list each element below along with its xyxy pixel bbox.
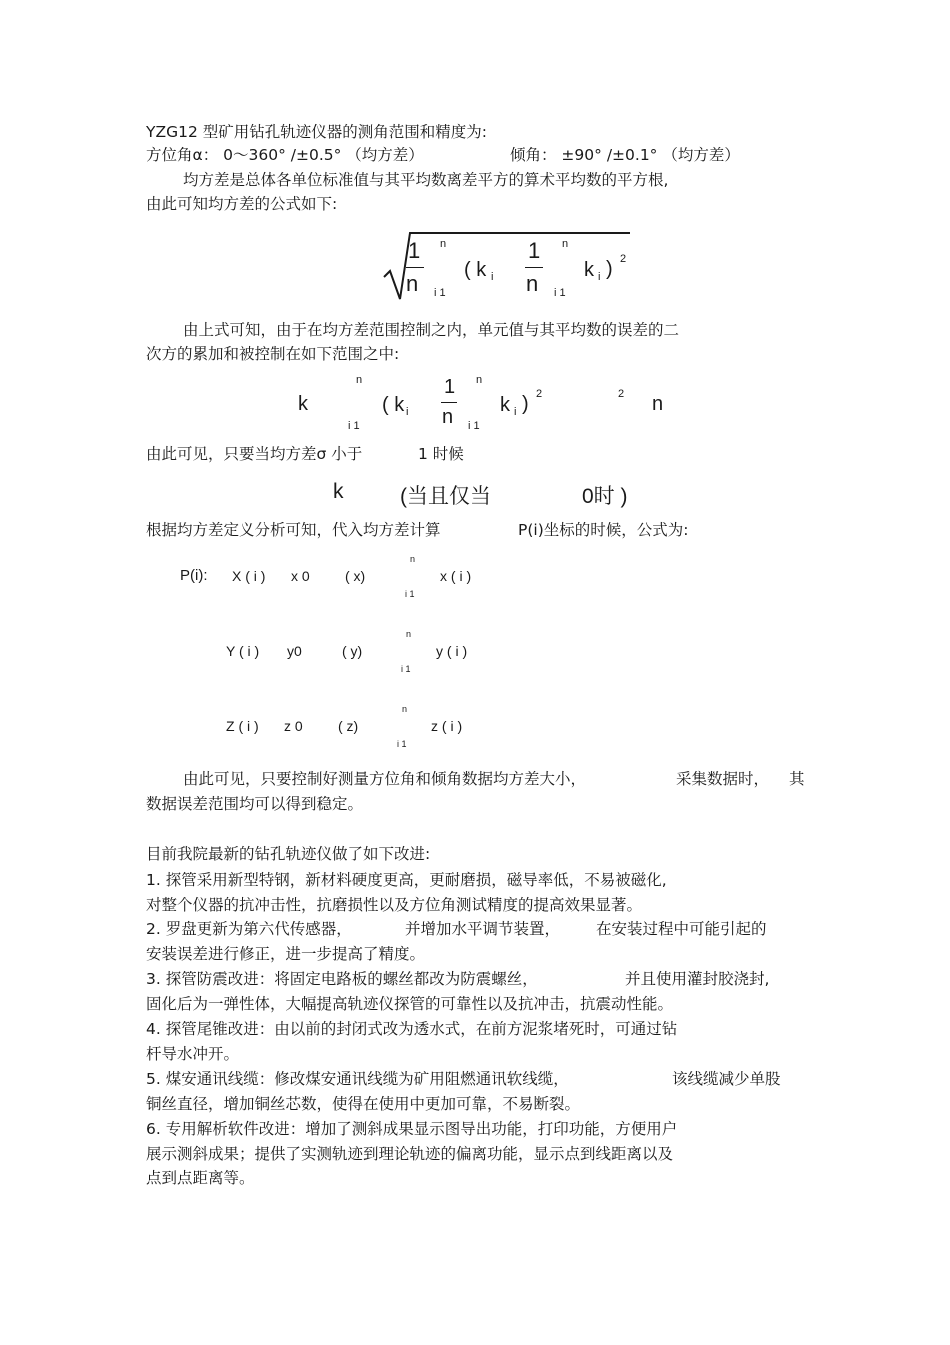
fraction-numerator: 1: [444, 376, 456, 398]
exponent: 2: [536, 388, 543, 400]
paragraph-line: 其: [789, 770, 805, 788]
list-item: 1. 探管采用新型特钢，新材料硬度更高，更耐磨损，磁导率低，不易被磁化,: [146, 871, 667, 889]
sum-lower: i 1: [554, 287, 566, 299]
sum-lower: i 1: [401, 664, 411, 674]
list-item: 在安装过程中可能引起的: [596, 920, 767, 938]
list-item-cont: 安装误差进行修正，进一步提高了精度。: [146, 945, 426, 963]
coord-term: x ( i ): [440, 568, 472, 584]
list-item-cont: 杆导水冲开。: [146, 1045, 240, 1063]
formula-rms: [380, 225, 640, 305]
sum-upper: n: [406, 629, 412, 639]
close-paren: ): [522, 393, 529, 415]
term-k: k: [500, 394, 510, 416]
list-item-cont: 对整个仪器的抗冲击性，抗磨损性以及方位角测试精度的提高效果显著。: [146, 896, 643, 914]
sum-upper: n: [410, 554, 416, 564]
coord-delta: ( y): [342, 643, 363, 659]
sum-upper: n: [356, 374, 363, 386]
paragraph-line: 由上式可知，由于在均方差范围控制之内，单元值与其平均数的误差的二: [183, 321, 680, 339]
inclination-spec: 倾角： ±90° /±0.1° （均方差）: [510, 146, 740, 164]
condition-text: (当且仅当: [400, 485, 491, 508]
list-item: 4. 探管尾锥改进：由以前的封闭式改为透水式，在前方泥浆堵死时，可通过钻: [146, 1020, 678, 1038]
term-k: k: [584, 259, 594, 281]
coord-delta: ( z): [338, 718, 359, 734]
coord-term: z ( i ): [431, 718, 463, 734]
list-item-cont: 点到点距离等。: [146, 1169, 255, 1187]
section-intro: 目前我院最新的钻孔轨迹仪做了如下改进:: [146, 845, 431, 863]
paragraph-line: 1 时候: [418, 445, 464, 463]
list-item: 该线缆减少单股: [672, 1070, 781, 1088]
fraction-denominator: n: [406, 271, 419, 296]
exponent: 2: [620, 253, 627, 265]
term-k: ( k: [382, 394, 405, 416]
sum-lower: i 1: [397, 739, 407, 749]
term-k: ( k: [464, 259, 487, 281]
subscript: i: [514, 406, 517, 418]
list-item: 2. 罗盘更新为第六代传感器，: [146, 920, 352, 938]
subscript: i: [491, 271, 494, 283]
close-paren: ): [606, 258, 613, 280]
azimuth-spec: 方位角α： 0～360° /±0.5° （均方差）: [146, 146, 424, 164]
fraction-denominator: n: [526, 271, 539, 296]
list-item-cont: 铜丝直径，增加铜丝芯数，使得在使用中更加可靠，不易断裂。: [146, 1095, 581, 1113]
symbol-n: n: [652, 393, 664, 415]
paragraph-line: 由此可见，只要当均方差σ 小于: [146, 445, 363, 463]
list-item: 3. 探管防震改进：将固定电路板的螺丝都改为防震螺丝，: [146, 970, 538, 988]
coord-lhs: X ( i ): [232, 568, 266, 584]
list-item: 并且使用灌封胶浇封,: [625, 970, 770, 988]
list-item-cont: 展示测斜成果；提供了实测轨迹到理论轨迹的偏离功能，显示点到线距离以及: [146, 1145, 674, 1163]
paragraph-line: 次方的累加和被控制在如下范围之中:: [146, 345, 400, 363]
sum-lower: i 1: [434, 287, 446, 299]
coord-label: P(i):: [180, 567, 208, 584]
symbol-k: k: [298, 393, 308, 415]
condition-text: 0时 ): [582, 485, 628, 508]
exponent: 2: [618, 388, 625, 400]
paragraph-line: 由此可见，只要控制好测量方位角和倾角数据均方差大小，: [183, 770, 587, 788]
sum-upper: n: [440, 238, 447, 250]
sum-upper: n: [476, 374, 483, 386]
fraction-denominator: n: [442, 406, 454, 428]
paragraph-line: 均方差是总体各单位标准值与其平均数离差平方的算术平均数的平方根,: [183, 171, 669, 189]
coord-lhs: Z ( i ): [226, 718, 259, 734]
paragraph-line: 采集数据时，: [676, 770, 770, 788]
sum-lower: i 1: [348, 420, 360, 432]
list-item: 并增加水平调节装置，: [405, 920, 561, 938]
intro-line: YZG12 型矿用钻孔轨迹仪器的测角范围和精度为:: [146, 123, 487, 141]
list-item: 5. 煤安通讯线缆：修改煤安通讯线缆为矿用阻燃通讯软线缆，: [146, 1070, 569, 1088]
paragraph-line: P(i)坐标的时候，公式为:: [518, 521, 689, 539]
list-item: 6. 专用解析软件改进：增加了测斜成果显示图导出功能，打印功能，方便用户: [146, 1120, 678, 1138]
formula-bound: [290, 368, 680, 438]
fraction-numerator: 1: [528, 238, 541, 263]
paragraph-line: 由此可知均方差的公式如下:: [146, 195, 338, 213]
radical-sign: [380, 225, 640, 305]
coord-base: x 0: [291, 568, 310, 584]
coord-base: z 0: [284, 718, 303, 734]
sum-lower: i 1: [468, 420, 480, 432]
subscript: i: [598, 271, 601, 283]
list-item-cont: 固化后为一弹性体，大幅提高轨迹仪探管的可靠性以及抗冲击，抗震动性能。: [146, 995, 674, 1013]
sum-lower: i 1: [405, 589, 415, 599]
coord-delta: ( x): [345, 568, 366, 584]
paragraph-line: 数据误差范围均可以得到稳定。: [146, 795, 364, 813]
symbol-k: k: [333, 480, 344, 503]
paragraph-line: 根据均方差定义分析可知，代入均方差计算: [146, 521, 441, 539]
coord-lhs: Y ( i ): [226, 643, 260, 659]
coord-term: y ( i ): [436, 643, 468, 659]
coord-base: y0: [287, 643, 302, 659]
fraction-numerator: 1: [408, 238, 421, 263]
sum-upper: n: [562, 238, 569, 250]
subscript: i: [406, 406, 409, 418]
sum-upper: n: [402, 704, 408, 714]
